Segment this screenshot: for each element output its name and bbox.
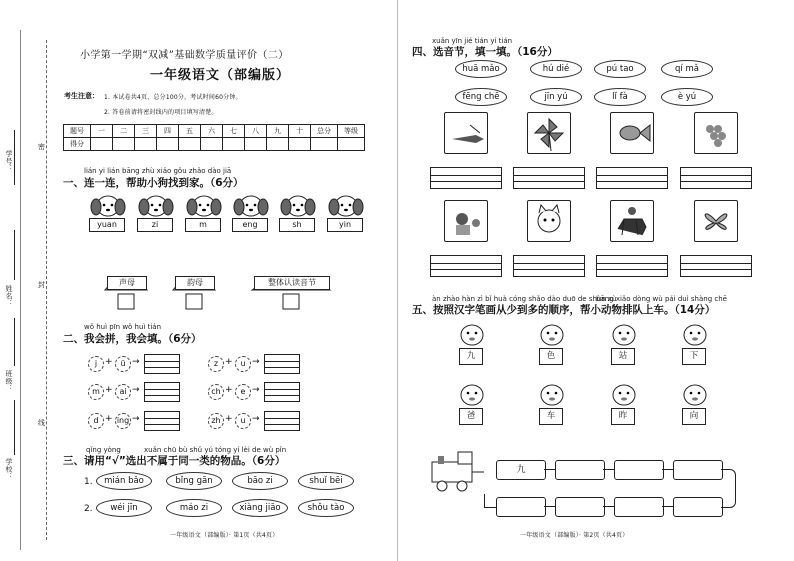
equals-sign: →	[132, 385, 140, 395]
score-header-row	[64, 125, 365, 138]
section1-pinyin: lián yi lián bāng zhù xiǎo gǒu zhǎo dào jiā	[84, 167, 232, 175]
train-loop-connector	[484, 494, 497, 508]
syllable-option-oval[interactable]: jīn yú	[530, 88, 582, 106]
pinyin-writing-grid[interactable]	[680, 255, 752, 277]
score-cell[interactable]	[267, 138, 289, 151]
item-option-oval[interactable]: máo zi	[166, 499, 222, 517]
row2-number: 2.	[84, 504, 93, 514]
score-value-row	[64, 138, 365, 151]
train-coupler	[544, 469, 555, 470]
score-header-cell: 十	[289, 125, 311, 138]
item-option-oval[interactable]: xiàng jiāo	[232, 499, 288, 517]
item-option-oval[interactable]: shuǐ bēi	[298, 472, 354, 490]
section4-pinyin: xuǎn yīn jié tián yi tián	[432, 37, 513, 45]
character-card[interactable]: 色	[539, 348, 563, 365]
seal-char-feng: 封	[38, 281, 45, 289]
score-cell[interactable]	[91, 138, 113, 151]
puppy-icon	[457, 322, 487, 350]
pinyin-writing-grid[interactable]	[513, 167, 585, 189]
flower-letter-icon: m	[88, 384, 104, 400]
score-cell[interactable]	[179, 138, 201, 151]
rooster-icon	[537, 322, 567, 350]
pinyin-writing-grid[interactable]	[430, 255, 502, 277]
page2-footer: 一年级语文（部编版）· 第2页（共4页）	[520, 532, 629, 539]
answer-writing-box[interactable]	[264, 382, 300, 402]
train-car-answer-box[interactable]	[496, 497, 546, 517]
section2-pinyin: wǒ huì pīn wǒ huì tián	[84, 323, 162, 331]
flower-letter-icon: ai	[115, 384, 131, 400]
fill-line-name	[14, 230, 15, 280]
syllable-option-oval[interactable]: qí mǎ	[661, 60, 713, 78]
fill-line-student-no	[14, 130, 15, 185]
flower-letter-icon: ü	[115, 356, 131, 372]
syllable-option-oval[interactable]: huā mǎo	[455, 60, 507, 78]
flower-letter-icon: u	[235, 413, 251, 429]
exam-subtitle: 一年级语文（部编版）	[150, 68, 291, 83]
section5-pinyin-2: bāng xiǎo dòng wù pái duì shàng chē	[596, 295, 727, 303]
label-school: 学校：	[5, 458, 13, 480]
train-engine-icon	[428, 448, 490, 494]
fill-line-school	[14, 400, 15, 455]
label-name: 姓名：	[5, 285, 13, 307]
answer-writing-box[interactable]	[144, 411, 180, 431]
score-header-cell: 总分	[311, 125, 338, 138]
pinwheel-icon	[527, 112, 571, 154]
plus-sign: +	[225, 357, 233, 367]
equals-sign: →	[252, 385, 260, 395]
score-header-cell: 六	[201, 125, 223, 138]
score-header-cell: 三	[135, 125, 157, 138]
train-car-answer-box[interactable]: 九	[496, 460, 546, 480]
equals-sign: →	[132, 357, 140, 367]
flower-letter-icon: ing	[115, 413, 131, 429]
monkey-icon	[680, 322, 710, 350]
flower-letter-icon: d	[88, 413, 104, 429]
section5-pinyin-1: àn zhào hàn zì bǐ huà cóng shǎo dào duō de shùn xù	[432, 295, 617, 303]
character-card[interactable]: 下	[682, 348, 706, 365]
score-cell[interactable]	[338, 138, 365, 151]
score-header-cell: 五	[179, 125, 201, 138]
pinyin-writing-grid[interactable]	[430, 167, 502, 189]
fill-line-class	[14, 318, 15, 366]
plus-sign: +	[105, 414, 113, 424]
character-card[interactable]: 向	[682, 408, 706, 425]
score-header-cell: 八	[245, 125, 267, 138]
notice-2: 2. 答卷前请将密封线内的项目填写清楚。	[104, 109, 218, 116]
score-header-cell: 题号	[64, 125, 91, 138]
equals-sign: →	[132, 414, 140, 424]
score-header-cell: 七	[223, 125, 245, 138]
seal-char-mi: 密	[38, 143, 45, 151]
flower-letter-icon: j	[88, 356, 104, 372]
score-cell[interactable]	[289, 138, 311, 151]
label-student-no: 学号：	[5, 150, 13, 172]
chick-icon	[457, 382, 487, 410]
character-card[interactable]: 九	[459, 348, 483, 365]
flower-letter-icon: zh	[208, 413, 224, 429]
section3-pinyin-1: qǐng yòng	[86, 446, 121, 454]
syllable-card[interactable]: yuan	[89, 218, 125, 232]
page-divider	[397, 0, 398, 561]
section4-title: 四、选音节，填一填。（16分）	[412, 46, 558, 58]
item-option-oval[interactable]: mián bǎo	[96, 472, 152, 490]
train-loop-connector	[721, 469, 736, 508]
pinyin-writing-grid[interactable]	[513, 255, 585, 277]
train-coupler	[603, 469, 614, 470]
score-cell[interactable]	[223, 138, 245, 151]
horse-riding-icon	[610, 200, 654, 242]
syllable-card[interactable]: zi	[137, 218, 173, 232]
pinyin-writing-grid[interactable]	[596, 167, 668, 189]
score-header-cell: 等级	[338, 125, 365, 138]
syllable-card[interactable]: m	[185, 218, 221, 232]
syllable-card[interactable]: sh	[279, 218, 315, 232]
character-card[interactable]: 站	[611, 348, 635, 365]
grapes-icon	[694, 112, 738, 154]
binding-line-inner	[20, 30, 21, 550]
pinyin-writing-grid[interactable]	[680, 167, 752, 189]
plus-sign: +	[105, 385, 113, 395]
character-card[interactable]: 昨	[611, 408, 635, 425]
butterfly-icon	[694, 200, 738, 242]
binding-line-outer	[46, 40, 47, 540]
pinyin-writing-grid[interactable]	[596, 255, 668, 277]
section2-title: 二、我会拼，我会填。（6分）	[63, 333, 202, 345]
section5-title: 五、按照汉字笔画从少到多的顺序，帮小动物排队上车。（14分）	[412, 304, 716, 316]
score-header-cell: 九	[267, 125, 289, 138]
syllable-card[interactable]: yin	[327, 218, 363, 232]
seal-char-xian: 线	[38, 419, 45, 427]
notice-label: 考生注意：	[64, 92, 99, 100]
item-option-oval[interactable]: bǐng gān	[166, 472, 222, 490]
score-cell[interactable]	[311, 138, 338, 151]
answer-writing-box[interactable]	[264, 354, 300, 374]
score-cell[interactable]	[113, 138, 135, 151]
train-car-answer-box[interactable]	[555, 460, 605, 480]
train-coupler	[662, 506, 673, 507]
train-coupler	[544, 506, 555, 507]
flower-letter-icon: z	[208, 356, 224, 372]
item-option-oval[interactable]: wéi jīn	[96, 499, 152, 517]
train-car-answer-box[interactable]	[555, 497, 605, 517]
plus-sign: +	[225, 414, 233, 424]
train-car-answer-box[interactable]	[673, 497, 723, 517]
house-label[interactable]: 整体认读音节	[254, 276, 330, 290]
mouse-icon	[609, 382, 639, 410]
syllable-option-oval[interactable]: hú dié	[530, 60, 582, 78]
score-table	[63, 124, 365, 151]
score-cell[interactable]	[201, 138, 223, 151]
flower-letter-icon: e	[235, 384, 251, 400]
plus-sign: +	[225, 385, 233, 395]
train-car-answer-box[interactable]	[614, 497, 664, 517]
crocodile-icon	[444, 112, 488, 154]
elephant-icon	[537, 382, 567, 410]
score-header-cell: 四	[157, 125, 179, 138]
house-label[interactable]: 声母	[107, 276, 147, 290]
row1-number: 1.	[84, 477, 93, 487]
tiger-icon	[609, 322, 639, 350]
label-class: 班级：	[5, 370, 13, 392]
section3-title: 三、请用“√”选出不属于同一类的物品。（6分）	[63, 455, 286, 467]
equals-sign: →	[252, 414, 260, 424]
character-card[interactable]: 车	[539, 408, 563, 425]
cat-icon	[527, 200, 571, 242]
syllable-card[interactable]: eng	[232, 218, 268, 232]
syllable-option-oval[interactable]: fēng chē	[455, 88, 507, 106]
exam-title: 小学第一学期“双减”基础数学质量评价（二）	[80, 50, 289, 61]
syllable-option-oval[interactable]: lǐ fà	[594, 88, 646, 106]
syllable-option-oval[interactable]: è yú	[661, 88, 713, 106]
plus-sign: +	[105, 357, 113, 367]
section1-title: 一、连一连，帮助小狗找到家。（6分）	[63, 177, 244, 189]
cat-icon	[680, 382, 710, 410]
answer-writing-box[interactable]	[144, 382, 180, 402]
answer-writing-box[interactable]	[144, 354, 180, 374]
section3-pinyin-2: xuǎn chū bù shǔ yú tóng yí lèi de wù pǐn	[144, 446, 287, 454]
train-car-answer-box[interactable]	[614, 460, 664, 480]
notice-1: 1. 本试卷共4页，总分100分，考试时间60分钟。	[104, 94, 242, 101]
house-label[interactable]: 韵母	[175, 276, 215, 290]
page1-footer: 一年级语文（部编版）· 第1页（共4页）	[170, 532, 279, 539]
item-option-oval[interactable]: bāo zi	[232, 472, 288, 490]
equals-sign: →	[252, 357, 260, 367]
character-card[interactable]: 爸	[459, 408, 483, 425]
goldfish-icon	[610, 112, 654, 154]
score-header-cell: 二	[113, 125, 135, 138]
flower-letter-icon: u	[235, 356, 251, 372]
train-coupler	[662, 469, 673, 470]
score-header-cell: 一	[91, 125, 113, 138]
haircut-icon	[444, 200, 488, 242]
score-cell[interactable]	[245, 138, 267, 151]
flower-letter-icon: ch	[208, 384, 224, 400]
score-cell[interactable]	[157, 138, 179, 151]
score-row-label: 得分	[64, 138, 91, 151]
syllable-option-oval[interactable]: pú tao	[594, 60, 646, 78]
train-car-answer-box[interactable]	[673, 460, 723, 480]
answer-writing-box[interactable]	[264, 411, 300, 431]
score-cell[interactable]	[135, 138, 157, 151]
item-option-oval[interactable]: shǒu tào	[298, 499, 354, 517]
train-coupler	[603, 506, 614, 507]
